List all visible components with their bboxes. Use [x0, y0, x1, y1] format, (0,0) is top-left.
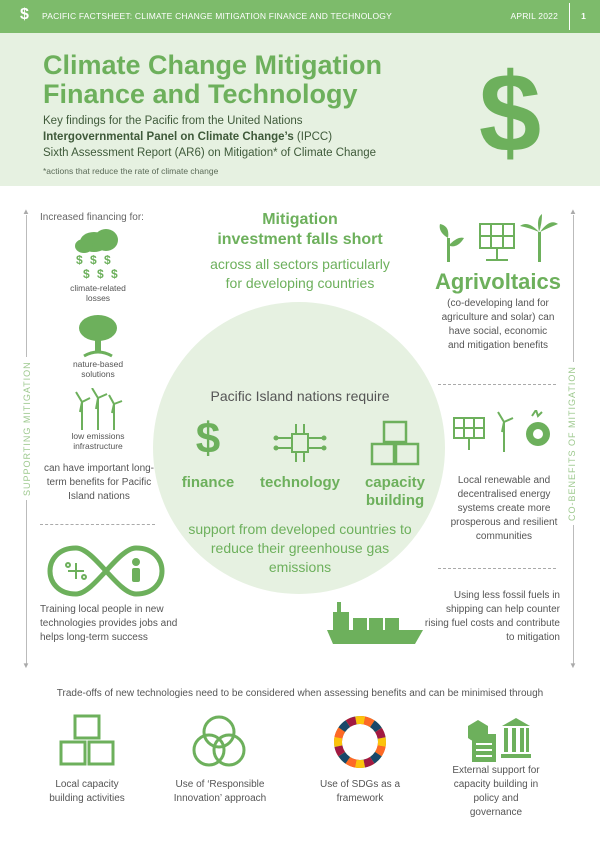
arrow-down-icon: ▼: [22, 661, 30, 670]
bottom-item-1: Local capacity building activities: [49, 779, 125, 804]
large-dollar-icon: $: [478, 50, 542, 175]
shortfall-text: across all sectors particularly for developing countries: [210, 256, 390, 291]
require-heading: Pacific Island nations require: [210, 388, 390, 404]
svg-text:$: $: [104, 253, 111, 267]
factsheet-title: PACIFIC FACTSHEET: CLIMATE CHANGE MITIGATION FINANCE AND TECHNOLOGY: [42, 11, 392, 21]
hero-banner: [0, 33, 600, 186]
venn-rings-icon: [189, 714, 249, 770]
energy-systems-text: Local renewable and decentralised energy systems create more prosperous and resilient communities: [450, 475, 558, 542]
wind-turbine-icon: [72, 388, 124, 432]
right-side-label: CO-BENEFITS OF MITIGATION: [567, 362, 577, 525]
technology-label: technology: [259, 474, 340, 491]
left-side-label: SUPPORTING MITIGATION: [22, 357, 32, 500]
capacity-building-label: capacity building: [364, 474, 426, 509]
bottom-item-2: Use of ‘Responsible Innovation’ approach: [173, 779, 267, 804]
svg-text:$: $: [97, 267, 104, 281]
divider: [438, 568, 556, 569]
shipping-text: Using less fossil fuels in shipping can help counter rising fuel costs and contribute to mitigation: [424, 590, 560, 643]
dollar-icon: $: [20, 6, 30, 23]
svg-text:$: $: [111, 267, 118, 281]
top-bar: [0, 0, 600, 33]
infrastructure-label: low emissions infrastructure: [71, 431, 125, 451]
sdg-wheel-icon: [332, 714, 388, 770]
circuit-icon: [272, 422, 328, 464]
publish-date: APRIL 2022: [510, 11, 558, 21]
training-text: Training local people in new technologies provides jobs and helps long-term success: [40, 604, 178, 643]
bottom-item-4: External support for capacity building in policy and governance: [452, 765, 540, 818]
footnote: *actions that reduce the rate of climate change: [43, 166, 219, 176]
svg-text:$: $: [83, 267, 90, 281]
support-text: support from developed countries to reduce their greenhouse gas emissions: [188, 521, 412, 575]
arrow-down-icon: ▼: [569, 661, 577, 670]
svg-text:$: $: [76, 253, 83, 267]
arrow-up-icon: ▲: [569, 207, 577, 216]
long-term-benefits-text: can have important long-term benefits for Pacific Island nations: [43, 463, 155, 502]
agrivoltaics-icons: [436, 214, 558, 264]
policy-document-icon: [464, 714, 534, 764]
bottom-item-3: Use of SDGs as a framework: [319, 779, 401, 804]
rain-money-icon: [68, 226, 128, 282]
tradeoff-text: Trade-offs of new technologies need to be considered when assessing benefits and can be minimised through: [56, 688, 544, 699]
cubes-icon: [57, 714, 117, 768]
renewable-energy-icons: [452, 410, 556, 454]
hero-subtitle: Key findings for the Pacific from the United Nations Intergovernmental Panel on Climate Change’s (IPCC) Sixth Assessment Report (AR6) on Mitigation* of Climate Change: [43, 115, 377, 159]
divider: [569, 3, 570, 30]
climate-losses-label: climate-related losses: [70, 283, 126, 303]
finance-label: finance: [181, 474, 235, 491]
tree-icon: [76, 312, 120, 358]
shortfall-heading: Mitigation investment falls short: [217, 211, 383, 248]
divider: [40, 524, 155, 525]
divider: [438, 384, 556, 385]
agrivoltaics-text: (co-developing land for agriculture and solar) can have social, economic and mitigation benefits: [441, 298, 555, 351]
svg-text:$: $: [90, 253, 97, 267]
infinity-icon: [46, 540, 166, 602]
cubes-icon: [368, 420, 422, 468]
ship-icon: [325, 600, 425, 646]
agrivoltaics-title: Agrivoltaics: [435, 269, 561, 294]
nature-solutions-label: nature-based solutions: [72, 359, 124, 379]
arrow-up-icon: ▲: [22, 207, 30, 216]
page-number: 1: [581, 11, 586, 21]
page-title: Climate Change Mitigation Finance and Technology: [43, 50, 383, 109]
finance-dollar-icon: $: [195, 414, 221, 463]
financing-heading: Increased financing for:: [40, 212, 144, 223]
